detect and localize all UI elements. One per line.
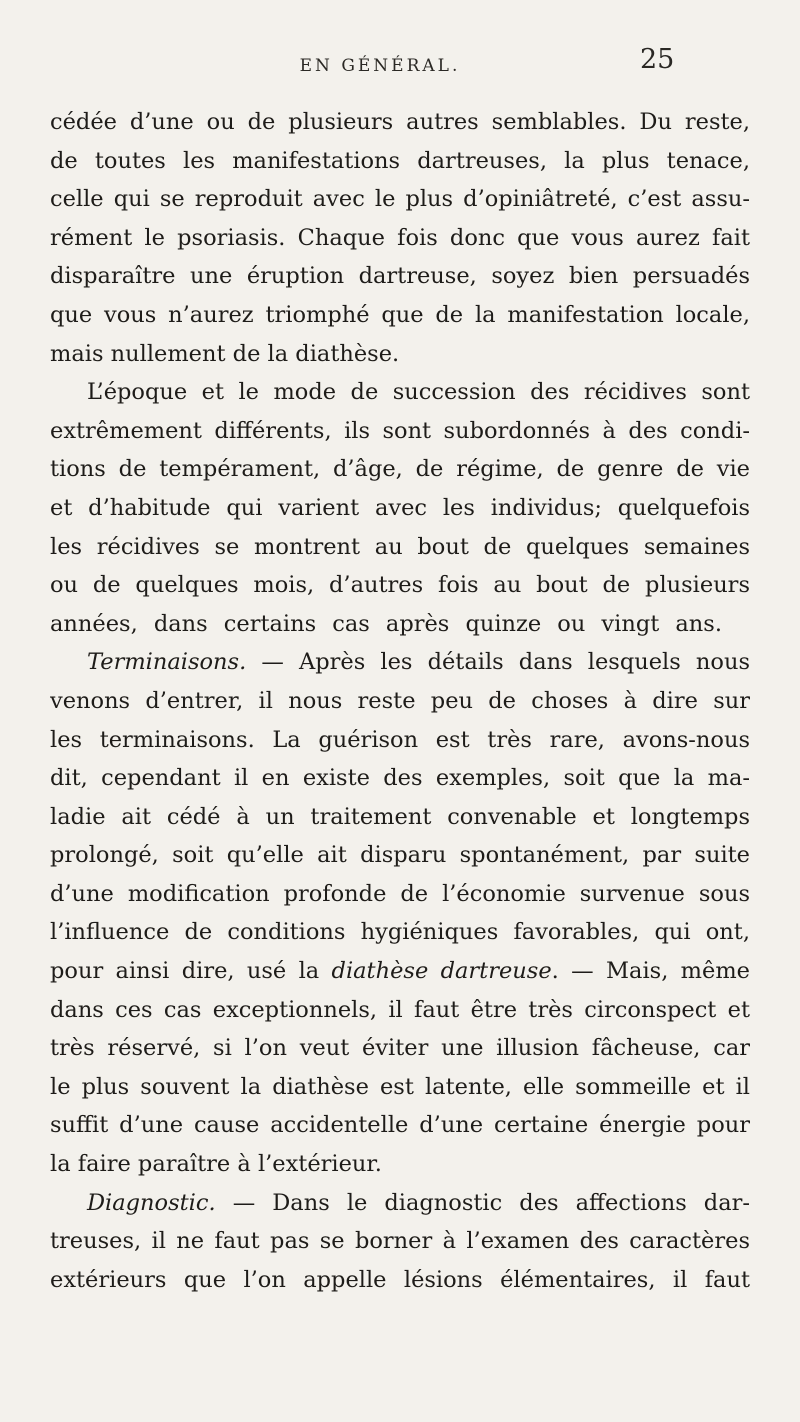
text-line: années, dans certains cas après quinze ou vingt ans. bbox=[50, 610, 722, 637]
text-line: et d’habitude qui varient avec les individus; quelquefois bbox=[50, 494, 750, 521]
text-line: ou de quelques mois, d’autres fois au bout de plusieurs bbox=[50, 572, 750, 599]
text-line: ladie ait cédé à un traitement convenable et longtemps bbox=[50, 803, 750, 830]
text-line: les terminaisons. La guérison est très rare, avons-nous bbox=[50, 726, 750, 753]
text-line: l’influence de conditions hygiéniques favorables, qui ont, bbox=[50, 919, 750, 946]
text-span: . — Mais, même bbox=[551, 958, 750, 985]
text-line: la faire paraître à l’extérieur. bbox=[50, 1151, 382, 1178]
diagnostic-paragraph-start bbox=[50, 1184, 750, 1223]
text-line: mais nullement de la diathèse. bbox=[50, 340, 400, 367]
text-line: dans ces cas exceptionnels, il faut être très circonspect et bbox=[50, 996, 750, 1023]
text-line bbox=[50, 952, 750, 991]
text-line: d’une modification profonde de l’économie survenue sous bbox=[50, 880, 750, 907]
text-span: — Après les détails dans lesquels nous bbox=[246, 649, 750, 676]
text-line: suffit d’une cause accidentelle d’une certaine énergie pour bbox=[50, 1112, 750, 1139]
text-line: très réservé, si l’on veut éviter une illusion fâcheuse, car bbox=[50, 1035, 750, 1062]
italic-term: diathèse dartreuse bbox=[331, 958, 552, 985]
text-line: le plus souvent la diathèse est latente, elle sommeille et il bbox=[50, 1073, 750, 1100]
text-line: treuses, il ne faut pas se borner à l’examen des caractères bbox=[50, 1228, 750, 1255]
text-line: tions de tempérament, d’âge, de régime, de genre de vie bbox=[50, 456, 750, 483]
text-line: les récidives se montrent au bout de quelques semaines bbox=[50, 533, 750, 560]
text-line: prolongé, soit qu’elle ait disparu spontanément, par suite bbox=[50, 842, 750, 869]
text-line: de toutes les manifestations dartreuses, la plus tenace, bbox=[50, 147, 750, 174]
section-heading-terminaisons: Terminaisons. bbox=[87, 649, 247, 676]
text-line: L’époque et le mode de succession des récidives sont bbox=[87, 379, 750, 406]
text-line: rément le psoriasis. Chaque fois donc que vous aurez fait bbox=[50, 224, 750, 251]
running-head: EN GÉNÉRAL. bbox=[299, 56, 461, 76]
text-line: cédée d’une ou de plusieurs autres semblables. Du reste, bbox=[50, 109, 750, 135]
section-heading-diagnostic: Diagnostic. bbox=[87, 1189, 216, 1216]
text-line: dit, cependant il en existe des exemples, soit que la ma- bbox=[50, 765, 750, 792]
text-line: extérieurs que l’on appelle lésions élémentaires, il faut bbox=[50, 1266, 750, 1293]
text-line: que vous n’aurez triomphé que de la manifestation locale, bbox=[50, 301, 750, 328]
page-number: 25 bbox=[640, 44, 675, 75]
terminaisons-paragraph-start bbox=[50, 643, 750, 682]
text-line: venons d’entrer, il nous reste peu de choses à dire sur bbox=[50, 687, 750, 714]
text-span: — Dans le diagnostic des affections dar- bbox=[215, 1189, 750, 1216]
body-text bbox=[50, 103, 750, 1299]
text-span: pour ainsi dire, usé la bbox=[50, 958, 332, 985]
text-line: extrêmement différents, ils sont subordonnés à des condi- bbox=[50, 417, 750, 444]
text-line: disparaître une éruption dartreuse, soyez bien persuadés bbox=[50, 263, 750, 290]
text-line: celle qui se reproduit avec le plus d’opiniâtreté, c’est assu- bbox=[50, 186, 750, 213]
